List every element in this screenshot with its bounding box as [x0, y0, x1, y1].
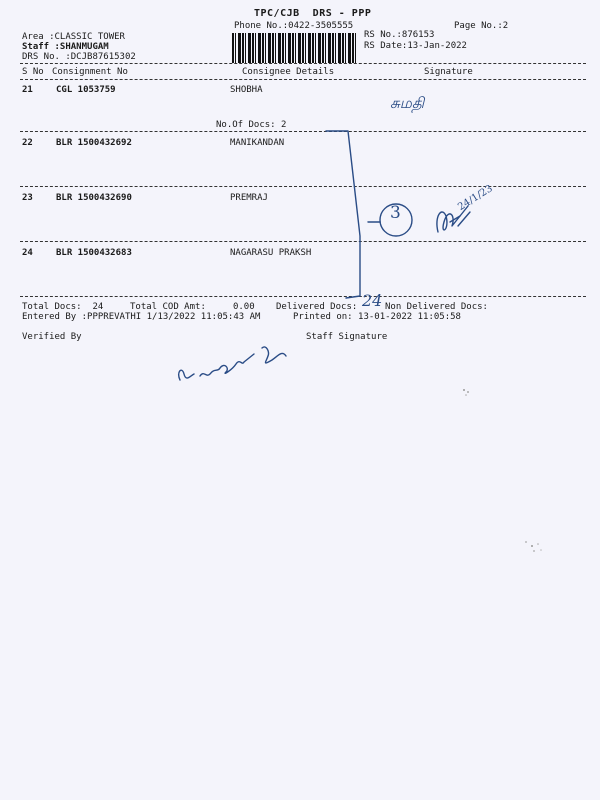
col-signature: Signature: [424, 67, 473, 77]
rs-date: RS Date:13-Jan-2022: [364, 41, 467, 51]
scan-speck: [522, 538, 546, 556]
row-s-no: 21: [22, 85, 33, 95]
printed-on: Printed on: 13-01-2022 11:05:58: [293, 312, 461, 322]
bracket-line: [320, 126, 370, 302]
row-consignment: BLR 1500432692: [56, 138, 132, 148]
row-consignee: SHOBHA: [230, 85, 263, 95]
row-consignment: BLR 1500432683: [56, 248, 132, 258]
row-s-no: 24: [22, 248, 33, 258]
divider: [20, 63, 586, 64]
total-docs: Total Docs: 24: [22, 302, 104, 312]
row-consignee: NAGARASU PRAKSH: [230, 248, 312, 258]
row-s-no: 22: [22, 138, 33, 148]
page-number: Page No.:2: [454, 21, 509, 31]
row-consignment: BLR 1500432690: [56, 193, 132, 203]
verified-by-label: Verified By: [22, 332, 82, 342]
verifier-signature-scrawl: [170, 336, 310, 388]
circled-number: 3: [390, 203, 401, 223]
entered-by: Entered By :PPPREVATHI 1/13/2022 11:05:43 AM: [22, 312, 261, 322]
col-s-no: S No: [22, 67, 44, 77]
col-consignment: Consignment No: [52, 67, 128, 77]
row-consignee: PREMRAJ: [230, 193, 268, 203]
non-delivered-docs-label: Non Delivered Docs:: [385, 302, 488, 312]
no-of-docs: No.Of Docs: 2: [216, 120, 287, 130]
row-consignment: CGL 1053759: [56, 85, 116, 95]
phone-number: Phone No.:0422-3505555: [234, 21, 354, 31]
document-title: TPC/CJB DRS - PPP: [254, 8, 372, 19]
divider: [20, 131, 586, 132]
drs-number: DRS No. :DCJB87615302: [22, 52, 136, 62]
barcode: [232, 33, 356, 63]
area-label: Area :CLASSIC TOWER: [22, 32, 125, 42]
staff-signature-label: Staff Signature: [306, 332, 388, 342]
total-cod-amount: Total COD Amt: 0.00: [130, 302, 255, 312]
row-consignee: MANIKANDAN: [230, 138, 285, 148]
scan-speck: [460, 386, 474, 398]
handwritten-tamil-name: சுமதி: [390, 94, 425, 112]
divider: [20, 296, 586, 297]
divider: [20, 79, 586, 80]
rs-number: RS No.:876153: [364, 30, 435, 40]
delivered-docs-label: Delivered Docs:: [276, 302, 358, 312]
col-consignee: Consignee Details: [242, 67, 335, 77]
handwritten-date: 24/1/23: [456, 183, 495, 213]
row-s-no: 23: [22, 193, 33, 203]
staff-label: Staff :SHANMUGAM: [22, 42, 109, 52]
handwritten-delivered-count: 24: [362, 291, 383, 310]
